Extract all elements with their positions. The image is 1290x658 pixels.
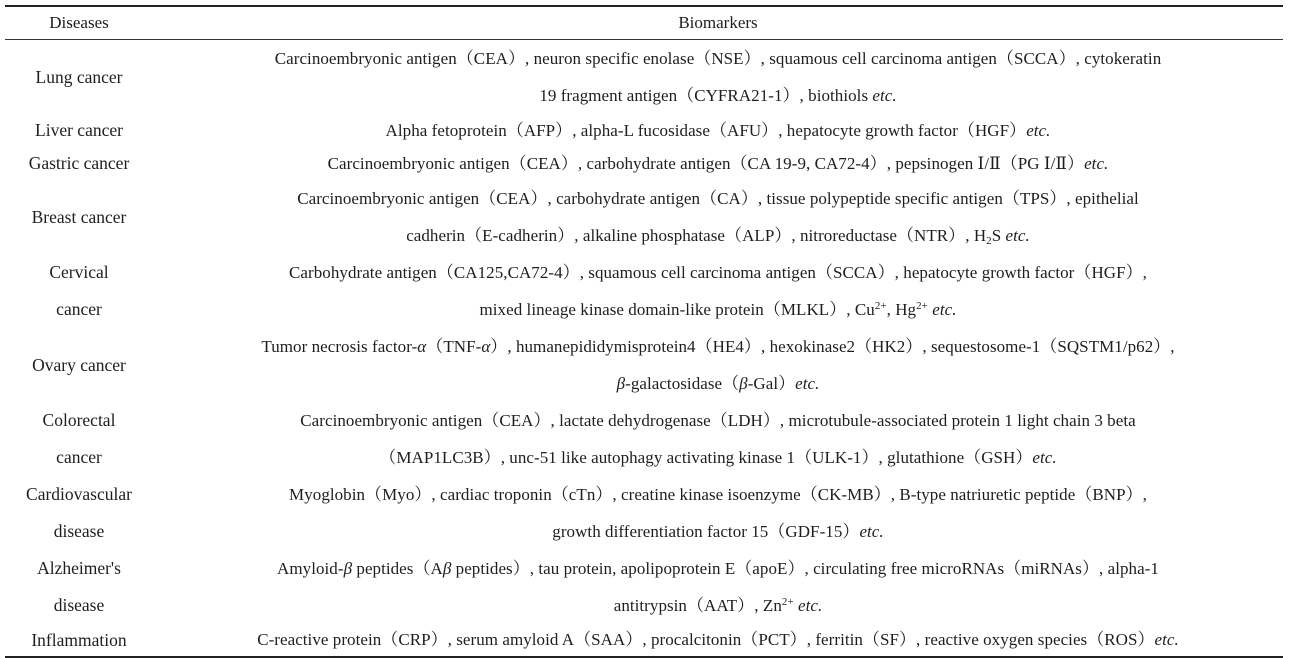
biomarkers-cell: [153, 254, 1283, 328]
biomarker-text: α: [417, 337, 427, 356]
biomarker-text: α: [481, 337, 491, 356]
disease-name: cancer: [56, 447, 102, 467]
biomarker-text: Carcinoembryonic antigen（CEA）, neuron specific enolase（NSE）, squamous cell carcinoma antigen（SCCA）, cytokeratin: [274, 49, 1162, 68]
header-biomarkers: Biomarkers: [678, 13, 758, 32]
table-row: [5, 624, 1283, 656]
biomarkers-cell: [153, 402, 1283, 476]
table-row: [5, 40, 1283, 114]
biomarker-text: 2: [986, 235, 992, 247]
disease-name: disease: [53, 521, 105, 541]
biomarker-table: [5, 5, 1283, 658]
biomarker-text: 2+: [874, 300, 887, 312]
disease-cell: [5, 254, 153, 328]
biomarker-text: etc.: [1026, 121, 1051, 140]
disease-cell: [5, 114, 153, 147]
disease-cell: [5, 402, 153, 476]
disease-cell: [5, 199, 153, 236]
biomarker-text: antitrypsin（AAT）, Zn: [613, 596, 782, 615]
table-row: [5, 402, 1283, 476]
disease-cell: [5, 147, 153, 180]
header-diseases: Diseases: [49, 13, 109, 32]
biomarkers-cell: [153, 328, 1283, 402]
disease-name: Ovary cancer: [32, 354, 126, 375]
biomarker-text: etc.: [932, 300, 957, 319]
table-row: [5, 180, 1283, 254]
biomarker-text: etc.: [1032, 448, 1057, 467]
biomarker-text: （MAP1LC3B）, unc-51 like autophagy activating kinase 1（ULK-1）, glutathione（GSH）: [379, 448, 1033, 467]
table-header-row: [5, 7, 1283, 39]
biomarker-text: etc.: [798, 596, 823, 615]
table-row: [5, 476, 1283, 550]
biomarker-text: etc.: [872, 86, 897, 105]
biomarker-text: Carcinoembryonic antigen（CEA）, carbohydrate antigen（CA）, tissue polypeptide specific antigen（TPS）, epithelial: [297, 189, 1139, 208]
biomarkers-cell: [153, 624, 1283, 656]
biomarkers-cell: [153, 550, 1283, 624]
disease-cell: [5, 624, 153, 656]
biomarker-text: Carcinoembryonic antigen（CEA）, carbohydrate antigen（CA 19-9, CA72-4）, pepsinogen Ⅰ/Ⅱ（PG Ⅰ/Ⅱ）: [327, 154, 1085, 173]
disease-name: cancer: [56, 299, 102, 319]
biomarker-text: β: [739, 374, 748, 393]
biomarkers-cell: [153, 40, 1283, 114]
biomarker-text: peptides（A: [352, 559, 443, 578]
biomarker-text: etc.: [1084, 154, 1109, 173]
disease-cell: [5, 550, 153, 624]
biomarkers-cell: [153, 147, 1283, 180]
biomarker-text: mixed lineage kinase domain-like protein（MLKL）, Cu: [479, 300, 875, 319]
disease-cell: [5, 347, 153, 384]
biomarker-text: etc.: [1005, 226, 1030, 245]
biomarker-text: （TNF-: [426, 337, 482, 356]
biomarker-text: C-reactive protein（CRP）, serum amyloid A（SAA）, procalcitonin（PCT）, ferritin（SF）, reactive oxygen species（ROS）: [257, 630, 1155, 649]
disease-cell: [5, 59, 153, 96]
biomarker-text: Tumor necrosis factor-: [261, 337, 418, 356]
table-row: [5, 254, 1283, 328]
table-row: [5, 328, 1283, 402]
table-row: [5, 147, 1283, 180]
biomarker-text: β: [343, 559, 353, 578]
biomarkers-cell: [153, 114, 1283, 147]
biomarker-text: Carcinoembryonic antigen（CEA）, lactate dehydrogenase（LDH）, microtubule-associated protein 1 light chain 3 beta: [300, 411, 1136, 430]
biomarker-text: Carbohydrate antigen（CA125,CA72-4）, squamous cell carcinoma antigen（SCCA）, hepatocyte growth factor（HGF）,: [289, 263, 1147, 282]
disease-name: Breast cancer: [31, 206, 127, 227]
disease-name: Inflammation: [31, 630, 127, 650]
disease-name: Alzheimer's: [37, 558, 121, 578]
biomarker-text: etc.: [859, 522, 884, 541]
biomarker-text: Myoglobin（Myo）, cardiac troponin（cTn）, creatine kinase isoenzyme（CK-MB）, B-type natriuretic peptide（BNP）,: [289, 485, 1147, 504]
biomarker-text: -Gal）: [747, 374, 796, 393]
biomarker-text: cadherin（E-cadherin）, alkaline phosphatase（ALP）, nitroreductase（NTR）, H: [406, 226, 987, 245]
biomarker-text: ）, humanepididymisprotein4（HE4）, hexokinase2（HK2）, sequestosome-1（SQSTM1/p62）,: [490, 337, 1175, 356]
table-body: [5, 40, 1283, 656]
biomarker-text: , Hg: [886, 300, 917, 319]
biomarker-text: 2+: [781, 596, 794, 608]
disease-name: Colorectal: [42, 410, 116, 430]
disease-name: Cervical: [49, 262, 109, 282]
biomarker-text: Amyloid-: [277, 559, 344, 578]
disease-name: disease: [53, 595, 105, 615]
biomarker-text: growth differentiation factor 15（GDF-15）: [552, 522, 860, 541]
biomarker-text: S: [991, 226, 1006, 245]
biomarkers-cell: [153, 180, 1283, 254]
table-row: [5, 550, 1283, 624]
table-row: [5, 114, 1283, 147]
biomarker-text: 19 fragment antigen（CYFRA21-1）, biothiols: [539, 86, 873, 105]
disease-name: Cardiovascular: [26, 484, 132, 504]
biomarkers-cell: [153, 476, 1283, 550]
biomarker-text: β: [616, 374, 626, 393]
disease-cell: [5, 476, 153, 550]
biomarker-text: etc.: [795, 374, 820, 393]
biomarker-text: 2+: [916, 300, 928, 312]
disease-name: Lung cancer: [35, 66, 123, 87]
biomarker-text: -galactosidase（: [625, 374, 740, 393]
biomarker-text: peptides）, tau protein, apolipoprotein E（apoE）, circulating free microRNAs（miRNAs）, alpha-1: [451, 559, 1159, 578]
disease-name: Liver cancer: [35, 120, 123, 140]
biomarker-text: etc.: [1154, 630, 1179, 649]
biomarker-text: β: [442, 559, 452, 578]
biomarker-text: Alpha fetoprotein（AFP）, alpha-L fucosidase（AFU）, hepatocyte growth factor（HGF）: [385, 121, 1027, 140]
disease-name: Gastric cancer: [28, 153, 130, 173]
